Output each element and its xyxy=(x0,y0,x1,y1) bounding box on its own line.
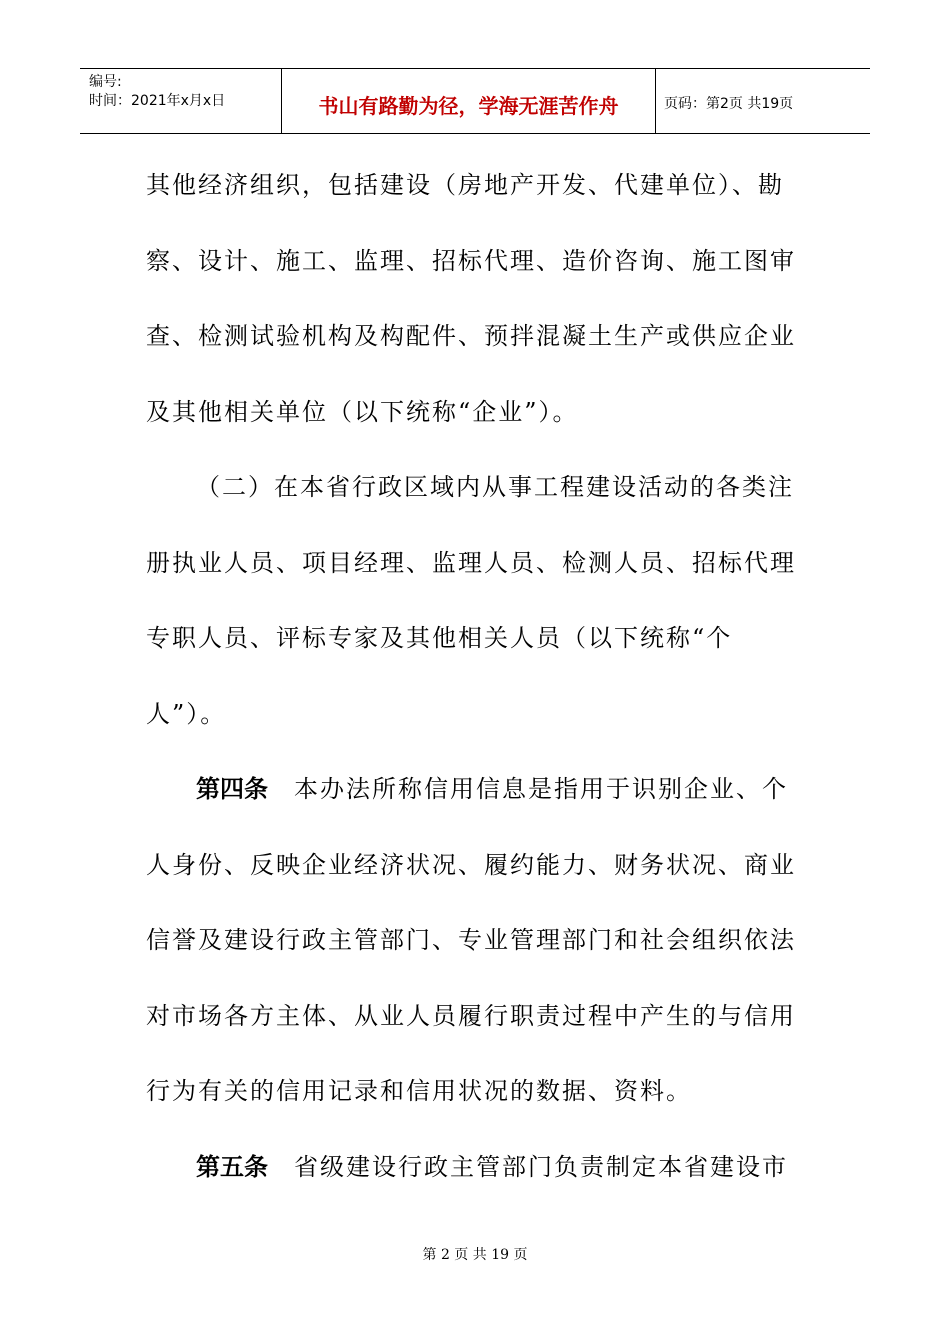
page-footer: 第 2 页 共 19 页 xyxy=(422,1247,528,1263)
article-5-head: 第五条 xyxy=(196,1152,268,1181)
body-line: 对市场各方主体、从业人员履行职责过程中产生的与信用 xyxy=(146,1001,796,1030)
header-page-info: 页码：第2页 共19页 xyxy=(664,96,794,112)
page-header xyxy=(80,68,870,134)
body-line: 及其他相关单位（以下统称“企业”）。 xyxy=(146,397,579,426)
body-line: 行为有关的信用记录和信用状况的数据、资料。 xyxy=(146,1077,692,1105)
body-line: 册执业人员、项目经理、监理人员、检测人员、招标代理 xyxy=(146,548,796,577)
body-line: 察、设计、施工、监理、招标代理、造价咨询、施工图审 xyxy=(146,246,796,275)
header-motto: 书山有路勤为径，学海无涯苦作舟 xyxy=(282,69,656,133)
body-line: 人”）。 xyxy=(146,699,227,728)
header-meta xyxy=(80,69,282,133)
body-line: 其他经济组织，包括建设（房地产开发、代建单位）、勘 xyxy=(146,171,784,199)
body-line: 人身份、反映企业经济状况、履约能力、财务状况、商业 xyxy=(146,850,796,879)
article-4-text: 本办法所称信用信息是指用于识别企业、个 xyxy=(294,775,788,803)
time-label: 时间：2021年x月x日 xyxy=(89,93,226,109)
document-body xyxy=(146,148,796,1205)
article-4-line xyxy=(146,752,786,828)
body-line: 信誉及建设行政主管部门、专业管理部门和社会组织依法 xyxy=(146,926,796,954)
article-5-line xyxy=(146,1130,786,1206)
number-label: 编号: xyxy=(89,74,122,90)
body-line: 专职人员、评标专家及其他相关人员（以下统称“个 xyxy=(146,624,733,652)
article-4-head: 第四条 xyxy=(196,775,268,803)
article-5-text: 省级建设行政主管部门负责制定本省建设市 xyxy=(294,1152,788,1181)
body-line: 查、检测试验机构及构配件、预拌混凝土生产或供应企业 xyxy=(146,322,796,350)
body-line: （二）在本省行政区域内从事工程建设活动的各类注 xyxy=(196,473,794,501)
